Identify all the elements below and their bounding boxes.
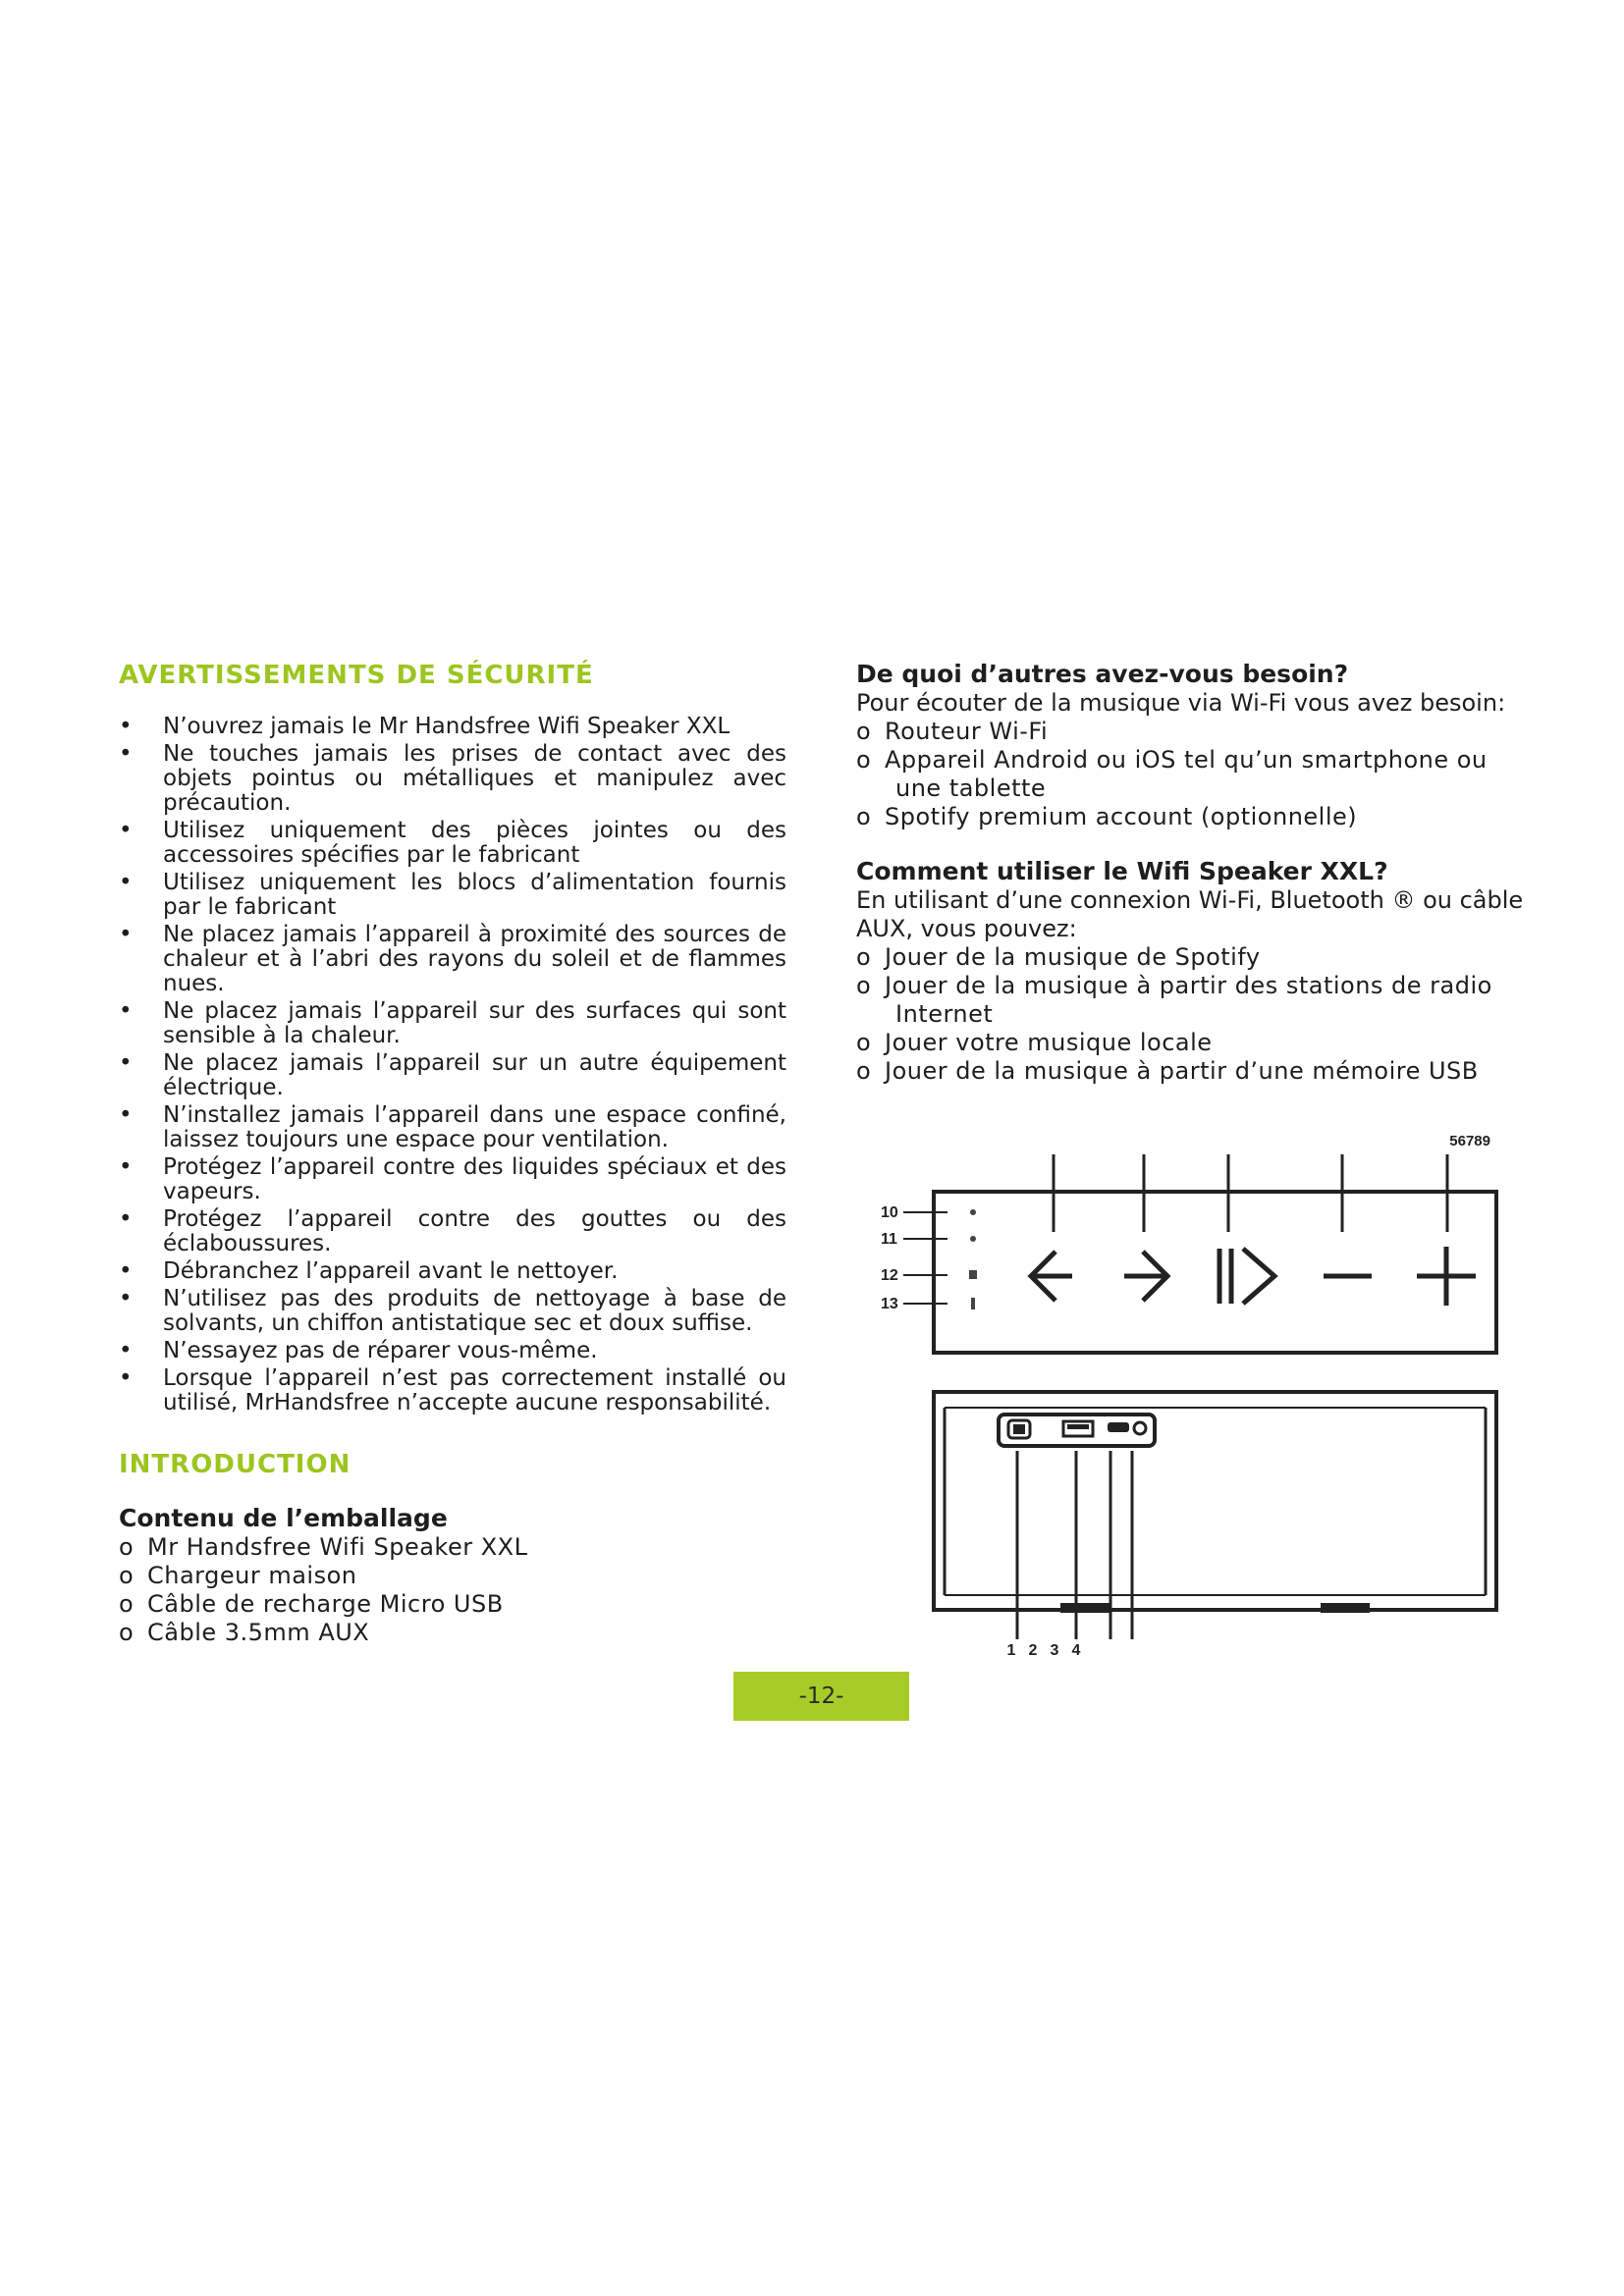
play-pause-icon bbox=[1219, 1249, 1274, 1304]
usage-intro: En utilisant d’une connexion Wi-Fi, Bluetooth ® ou câble AUX, vous pouvez: bbox=[856, 886, 1524, 942]
safety-item: • Protégez l’appareil contre des liquides spéciaux et des vapeurs. bbox=[119, 1155, 786, 1204]
micro-usb-port-icon bbox=[1108, 1422, 1129, 1432]
previous-arrow-icon bbox=[1031, 1252, 1072, 1301]
safety-item: • Ne placez jamais l’appareil à proximité des sources de chaleur et à l’abri des rayons du soleil et de flammes nues. bbox=[119, 923, 786, 996]
speaker-foot bbox=[1321, 1603, 1370, 1613]
safety-item: • Lorsque l’appareil n’est pas correctement installé ou utilisé, MrHandsfree n’accepte aucune responsabilité. bbox=[119, 1366, 786, 1415]
wifi-indicator-icon bbox=[970, 1209, 976, 1215]
dc-power-port-inner bbox=[1013, 1424, 1025, 1434]
safety-item: • N’installez jamais l’appareil dans une espace confiné, laissez toujours une espace pour ventilation. bbox=[119, 1103, 786, 1152]
needs-item-text-cont: une tablette bbox=[895, 774, 1047, 802]
safety-item: • Utilisez uniquement les blocs d’alimentation fournis par le fabricant bbox=[119, 871, 786, 920]
port-label: 2 bbox=[1028, 1642, 1038, 1659]
usage-item-text: Jouer votre musique locale bbox=[885, 1029, 1213, 1056]
usage-item-text: Jouer de la musique à partir des stations de radio bbox=[885, 972, 1492, 999]
safety-item: • Ne placez jamais l’appareil sur un autre équipement électrique. bbox=[119, 1051, 786, 1100]
package-heading: Contenu de l’emballage bbox=[119, 1504, 448, 1532]
power-indicator-icon bbox=[971, 1298, 975, 1309]
usb-port-inner bbox=[1067, 1424, 1089, 1429]
indicator-label: 11 bbox=[881, 1231, 897, 1248]
safety-item: • N’utilisez pas des produits de nettoyage à base de solvants, un chiffon antistatique sec et doux suffise. bbox=[119, 1287, 786, 1336]
port-label: 4 bbox=[1071, 1642, 1081, 1659]
volume-up-icon bbox=[1417, 1247, 1476, 1306]
indicator-label: 10 bbox=[881, 1204, 898, 1221]
next-arrow-icon bbox=[1124, 1252, 1167, 1301]
speaker-foot bbox=[1060, 1603, 1110, 1613]
bluetooth-indicator-icon bbox=[970, 1236, 976, 1242]
safety-item: • Protégez l’appareil contre des gouttes ou des éclaboussures. bbox=[119, 1207, 786, 1256]
package-item: o Mr Handsfree Wifi Speaker XXL bbox=[119, 1533, 786, 1562]
package-item: o Chargeur maison bbox=[119, 1562, 786, 1590]
safety-item: • Débranchez l’appareil avant le nettoyer. bbox=[119, 1259, 786, 1284]
needs-item-text: Routeur Wi-Fi bbox=[885, 718, 1049, 745]
needs-item-text: Spotify premium account (optionnelle) bbox=[885, 803, 1358, 830]
safety-item: • Ne placez jamais l’appareil sur des surfaces qui sont sensible à la chaleur. bbox=[119, 999, 786, 1048]
aux-port-icon bbox=[1134, 1422, 1146, 1434]
usage-heading: Comment utiliser le Wifi Speaker XXL? bbox=[856, 857, 1388, 885]
needs-heading: De quoi d’autres avez-vous besoin? bbox=[856, 660, 1349, 688]
needs-item-text: Appareil Android ou iOS tel qu’un smartphone ou bbox=[885, 746, 1488, 774]
page-number: -12- bbox=[733, 1672, 909, 1721]
port-label: 3 bbox=[1050, 1642, 1059, 1659]
top-panel-outline bbox=[934, 1192, 1496, 1353]
usage-item-text-cont: Internet bbox=[895, 1000, 994, 1028]
safety-item: • Ne touches jamais les prises de contact avec des objets pointus ou métalliques et manipulez avec précaution. bbox=[119, 742, 786, 816]
model-code: 56789 bbox=[1449, 1133, 1490, 1149]
safety-title: AVERTISSEMENTS DE SÉCURITÉ bbox=[119, 661, 594, 690]
needs-intro: Pour écouter de la musique via Wi-Fi vous avez besoin: bbox=[856, 689, 1506, 717]
package-item: o Câble de recharge Micro USB bbox=[119, 1590, 786, 1619]
indicator-label: 13 bbox=[881, 1296, 898, 1312]
indicator-label: 12 bbox=[881, 1267, 898, 1284]
safety-item: • N’ouvrez jamais le Mr Handsfree Wifi Speaker XXL bbox=[119, 715, 786, 739]
package-item: o Câble 3.5mm AUX bbox=[119, 1619, 786, 1647]
intro-title: INTRODUCTION bbox=[119, 1450, 352, 1479]
usage-item-text: Jouer de la musique à partir d’une mémoire USB bbox=[885, 1057, 1479, 1085]
usage-item-text: Jouer de la musique de Spotify bbox=[885, 943, 1261, 971]
safety-item: • Utilisez uniquement des pièces jointes ou des accessoires spécifies par le fabricant bbox=[119, 819, 786, 868]
port-label: 1 bbox=[1006, 1642, 1016, 1659]
safety-item: • N’essayez pas de réparer vous-même. bbox=[119, 1339, 786, 1363]
aux-indicator-icon bbox=[969, 1270, 977, 1279]
